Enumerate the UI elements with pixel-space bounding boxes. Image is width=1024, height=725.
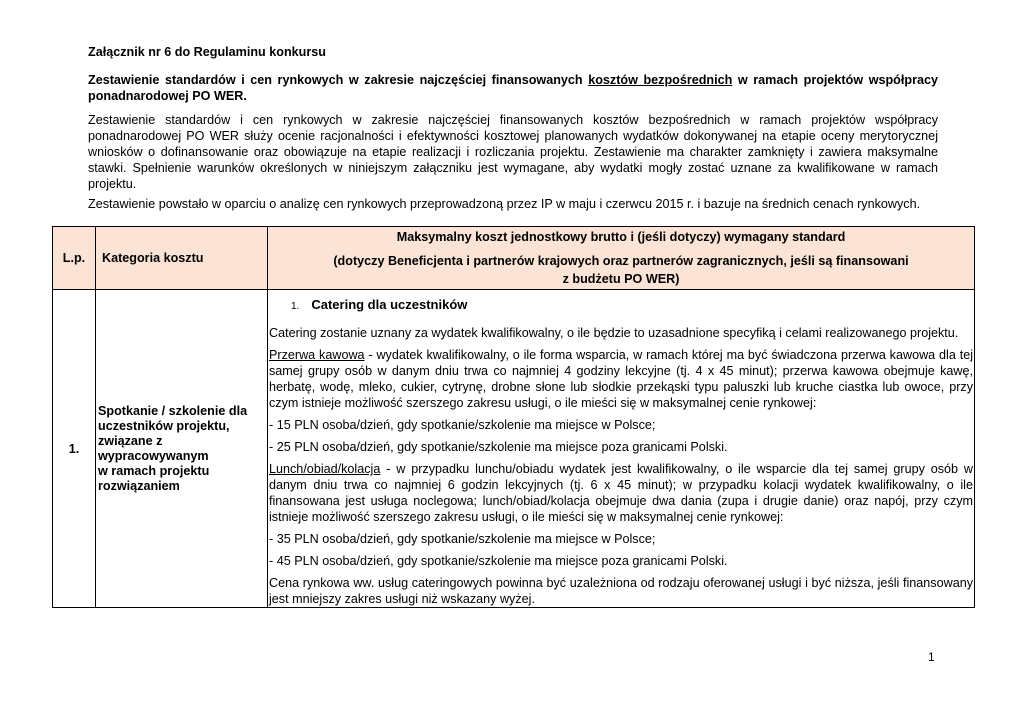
coffee-price-poland: - 15 PLN osoba/dzień, gdy spotkanie/szkolenie ma miejsce w Polsce; [269, 418, 656, 432]
row-category [96, 290, 268, 608]
document-subtitle [88, 72, 938, 104]
category-line: wypracowywanym [98, 448, 209, 463]
category-line: uczestników projektu, [98, 418, 230, 433]
header-category: Kategoria kosztu [96, 227, 268, 290]
intro-paragraph-1 [88, 112, 938, 192]
coffee-break-paragraph [269, 347, 973, 411]
header-max-cost-line-1: Maksymalny koszt jednostkowy brutto i (jeśli dotyczy) wymagany standard [396, 230, 846, 244]
subtitle-text [88, 72, 938, 104]
subtitle-underlined-term: kosztów bezpośrednich [588, 73, 733, 87]
standards-table [52, 226, 975, 608]
header-lp: L.p. [53, 227, 96, 290]
section-title-text: Catering dla uczestników [311, 297, 468, 312]
intro-paragraph-2-text: Zestawienie powstało w oparciu o analizę cen rynkowych przeprowadzoną przez IP w maju i czerwcu 2015 r. i bazuje na średnich cenach rynkowych. [88, 197, 921, 211]
catering-intro: Catering zostanie uznany za wydatek kwalifikowalny, o ile będzie to uzasadnione specyfiką i celami realizowanego projektu. [269, 326, 959, 340]
header-max-cost-line-3: z budżetu PO WER) [562, 272, 680, 286]
row-description [268, 290, 975, 608]
header-max-cost [268, 227, 975, 290]
coffee-price-abroad: - 25 PLN osoba/dzień, gdy spotkanie/szkolenie ma miejsce poza granicami Polski. [269, 440, 728, 454]
intro-paragraph-1-text: Zestawienie standardów i cen rynkowych w zakresie najczęściej finansowanych kosztów bezpośrednich w ramach projektów współpracy ponadnarodowej PO WER służy ocenie racjonalności i efektywności kosztowej planowanych wydatków dokonywanej na etapie oceny merytorycznej wniosków o dofinansowanie oraz obowiązuje na etapie realizacji i rozliczania projektu. Zestawienie ma charakter zamknięty i zawiera maksymalne stawki. Spełnienie warunków określonych w niniejszym załączniku jest wymagane, aby wydatki mogły zostać uznane za kwalifikowane w ramach projektu. [88, 113, 938, 191]
lunch-label: Lunch/obiad/kolacja [269, 462, 381, 476]
lunch-price-abroad: - 45 PLN osoba/dzień, gdy spotkanie/szkolenie ma miejsce poza granicami Polski. [269, 554, 728, 568]
category-line: rozwiązaniem [98, 478, 180, 493]
page-number: 1 [928, 650, 935, 664]
intro-paragraph-2 [88, 196, 938, 212]
category-line: Spotkanie / szkolenie dla [98, 403, 248, 418]
subtitle-part-2: w ramach projektów współpracy ponadnarodowej PO WER. [88, 73, 938, 103]
coffee-break-text: - wydatek kwalifikowalny, o ile forma wsparcia, w ramach której ma być świadczona przerwa kawowa dla tej samej grupy osób w danym dniu trwa co najmniej 4 godziny lekcyjne (tj. 4 x 45 minut); przerwa kawowa obejmuje kawę, herbatę, wodę, mleko, cukier, cytrynę, drobne słone lub słodkie przekąski typu paluszki lub kruche ciastka lub owoce, przy czym istnieje możliwość szerszego zakresu usługi, o ile mieści się w maksymalnej cenie rynkowej: [269, 348, 974, 410]
table-header [53, 227, 975, 290]
document-heading [88, 44, 938, 60]
closing-note: Cena rynkowa ww. usług cateringowych powinna być uzależniona od rodzaju oferowanej usługi i być niższa, jeśli finansowany jest mniejszy zakres usługi niż wskazany wyżej. [269, 576, 973, 606]
header-max-cost-line-2: (dotyczy Beneficjenta i partnerów krajowych oraz partnerów zagranicznych, jeśli są finansowani [333, 254, 909, 268]
coffee-break-label: Przerwa kawowa [269, 348, 365, 362]
lunch-price-poland: - 35 PLN osoba/dzień, gdy spotkanie/szkolenie ma miejsce w Polsce; [269, 532, 656, 546]
table-row [53, 290, 975, 608]
category-line: w ramach projektu [98, 463, 210, 478]
category-line: związane z [98, 433, 163, 448]
lunch-paragraph [269, 461, 973, 525]
header-row [53, 227, 975, 290]
heading-text: Załącznik nr 6 do Regulaminu konkursu [88, 45, 326, 59]
row-lp: 1. [53, 290, 96, 608]
lunch-text: - w przypadku lunchu/obiadu wydatek jest kwalifikowalny, o ile wsparcie dla tej samej grupy osób w danym dniu trwa co najmniej 6 godzin lekcyjnych (tj. 6 x 45 minut); w przypadku kolacji wydatek kwalifikowalny, o ile finansowana jest usługa noclegowa; lunch/obiad/kolacja obejmuje dwa dania (zupa i drugie danie) oraz napój, przy czym istnieje możliwość szerszego zakresu usługi, o ile mieści się w maksymalnej cenie rynkowej: [269, 462, 973, 524]
subtitle-part-1: Zestawienie standardów i cen rynkowych w zakresie najczęściej finansowanych [88, 73, 589, 87]
section-title [291, 297, 973, 315]
section-number: 1. [291, 301, 300, 312]
